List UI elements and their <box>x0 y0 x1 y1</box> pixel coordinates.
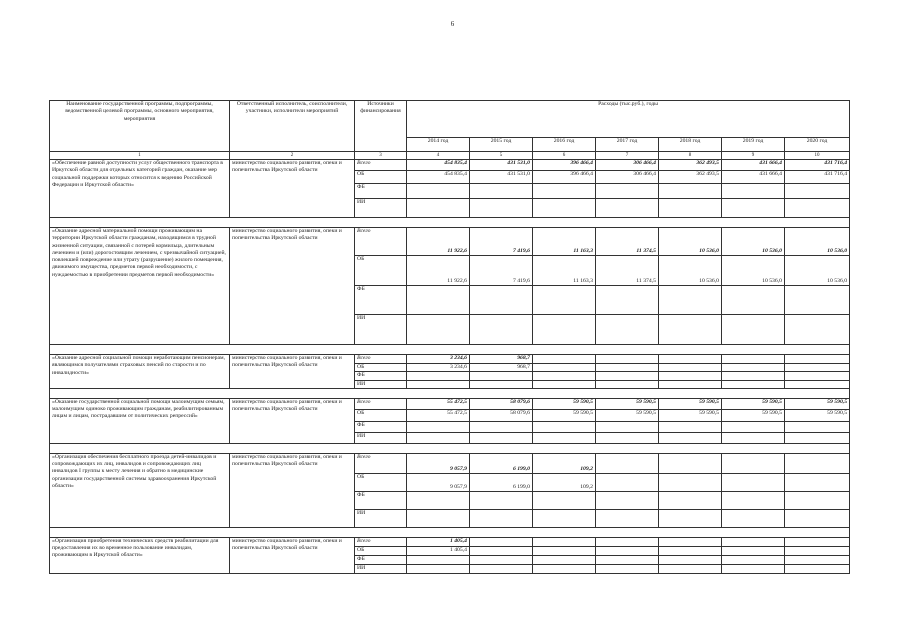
measure-executor: министерство социального развития, опеки и попечительства Иркутской области <box>230 355 355 389</box>
expense-value <box>785 199 850 218</box>
expense-value: 11 163,3 <box>533 228 596 256</box>
expense-value: 3 234,6 <box>407 355 470 364</box>
expense-value <box>596 355 659 364</box>
expense-value <box>722 364 785 372</box>
expense-value <box>722 555 785 564</box>
expense-value <box>785 315 850 345</box>
funding-source: ИИ <box>355 564 407 573</box>
header-year: 2016 год <box>533 138 596 152</box>
page-number: 6 <box>450 20 455 28</box>
expense-value <box>722 509 785 527</box>
expense-value: 1 405,4 <box>407 537 470 546</box>
expense-value <box>722 199 785 218</box>
expense-value: 59 590,5 <box>722 398 785 409</box>
expense-value <box>722 286 785 315</box>
expense-value <box>533 286 596 315</box>
expense-value <box>785 546 850 555</box>
header-year: 2017 год <box>596 138 659 152</box>
expense-value <box>533 315 596 345</box>
column-number: 5 <box>470 152 533 160</box>
funding-source: ФБ <box>355 372 407 380</box>
expense-value <box>722 491 785 509</box>
expense-value: 968,7 <box>470 364 533 372</box>
funding-source: ФБ <box>355 421 407 432</box>
expense-value: 968,7 <box>470 355 533 364</box>
expense-value: 109,2 <box>533 453 596 473</box>
funding-source: ОБ <box>355 256 407 286</box>
expense-value <box>470 421 533 432</box>
expense-value: 306 466,4 <box>596 171 659 184</box>
expense-value <box>659 364 722 372</box>
expense-value <box>659 315 722 345</box>
column-number: 10 <box>785 152 850 160</box>
expense-value <box>722 537 785 546</box>
header-year: 2020 год <box>785 138 850 152</box>
expense-value: 10 536,0 <box>722 256 785 286</box>
expense-value <box>659 473 722 491</box>
expense-value <box>470 564 533 573</box>
expense-value: 59 590,5 <box>533 409 596 421</box>
expense-value <box>407 509 470 527</box>
measure-executor: министерство социального развития, опеки и попечительства Иркутской области <box>230 398 355 443</box>
expense-value <box>596 555 659 564</box>
funding-source: ОБ <box>355 364 407 372</box>
expense-value <box>407 564 470 573</box>
expense-value <box>722 421 785 432</box>
measure-name: «Обеспечение равной доступности услуг общественного транспорта в Иркутской области для отдельных категорий граждан, оказание мер социальной поддержки которых относится к ведению Российской Федерации и Иркутской области» <box>50 160 230 218</box>
expense-value: 431 666,4 <box>722 171 785 184</box>
expense-value: 11 922,6 <box>407 256 470 286</box>
funding-source: ОБ <box>355 171 407 184</box>
expense-value: 59 590,5 <box>533 398 596 409</box>
funding-source: ИИ <box>355 509 407 527</box>
expense-value: 3 234,6 <box>407 364 470 372</box>
expense-value <box>533 564 596 573</box>
expense-value: 59 590,5 <box>596 409 659 421</box>
expense-value <box>470 372 533 380</box>
expense-value: 59 590,5 <box>596 398 659 409</box>
column-number: 8 <box>659 152 722 160</box>
expense-value <box>407 372 470 380</box>
expense-value <box>659 380 722 388</box>
expense-value <box>470 546 533 555</box>
expense-value <box>596 453 659 473</box>
funding-source: ФБ <box>355 184 407 199</box>
funding-source: Всего <box>355 537 407 546</box>
expense-value: 59 590,5 <box>785 409 850 421</box>
expense-value: 1 405,4 <box>407 546 470 555</box>
expense-value <box>722 380 785 388</box>
header-name: Наименование государственной программы, подпрограммы, ведомственной целевой программы, основного мероприятия, мероприятия <box>50 101 230 152</box>
expense-value <box>596 546 659 555</box>
budget-table <box>49 100 850 574</box>
expense-value <box>533 432 596 443</box>
expense-value <box>533 509 596 527</box>
column-number: 1 <box>50 152 230 160</box>
column-number: 3 <box>355 152 407 160</box>
row-spacer <box>50 527 850 537</box>
expense-value <box>785 355 850 364</box>
measure-name: «Организация обеспечения бесплатного проезда детей-инвалидов и сопровождающих их лиц, инвалидов и сопровождающих лиц инвалидов I группы к месту лечения и обратно в медицинские организации государственной системы здравоохранения Иркутской области» <box>50 453 230 527</box>
expense-value <box>407 491 470 509</box>
expense-value <box>659 453 722 473</box>
expense-value <box>722 473 785 491</box>
funding-source: ОБ <box>355 546 407 555</box>
expense-value <box>533 199 596 218</box>
expense-value <box>785 491 850 509</box>
expense-value <box>596 537 659 546</box>
measure-row-total <box>50 537 850 546</box>
expense-value <box>596 564 659 573</box>
expense-value: 11 374,5 <box>596 228 659 256</box>
funding-source: ИИ <box>355 199 407 218</box>
expense-value <box>407 432 470 443</box>
expense-value: 431 531,0 <box>470 171 533 184</box>
expense-value <box>785 509 850 527</box>
expense-value <box>596 509 659 527</box>
expense-value: 11 922,6 <box>407 228 470 256</box>
expense-value <box>596 432 659 443</box>
expense-value: 306 466,4 <box>596 160 659 171</box>
expense-value <box>407 199 470 218</box>
expense-value <box>533 372 596 380</box>
expense-value <box>785 432 850 443</box>
expense-value <box>470 555 533 564</box>
funding-source: ИИ <box>355 432 407 443</box>
expense-value <box>785 184 850 199</box>
expense-value <box>785 372 850 380</box>
expense-value: 454 835,4 <box>407 160 470 171</box>
expense-value <box>722 355 785 364</box>
expense-value: 362 493,5 <box>659 171 722 184</box>
expense-value <box>659 509 722 527</box>
expense-value <box>470 315 533 345</box>
expense-value <box>596 315 659 345</box>
measure-name: «Оказание адресной материальной помощи проживающим на территории Иркутской области гражданам, находящимся в трудной жизненной ситуации, связанной с потерей кормильца, длительным лечением и (или) дорогостоящим лечением, с чрезвычайной ситуацией, повлекшей повреждение или утрату (разрушение) жилого помещения, движимого имущества, предметов первой необходимости, с нуждаемостью в приобретении предметов первой необходимости» <box>50 228 230 345</box>
expense-value <box>596 364 659 372</box>
expense-value: 396 466,4 <box>533 171 596 184</box>
expense-value <box>722 453 785 473</box>
expense-value: 6 199,0 <box>470 453 533 473</box>
expense-value <box>533 491 596 509</box>
expense-value: 431 716,4 <box>785 160 850 171</box>
expense-value <box>785 453 850 473</box>
expense-value <box>785 421 850 432</box>
expense-value: 59 590,5 <box>659 398 722 409</box>
measure-name: «Организация приобретения технических средств реабилитации для предоставления их во временное пользование инвалидам, проживающим в Иркутской области» <box>50 537 230 573</box>
expense-value: 396 466,4 <box>533 160 596 171</box>
funding-source: Всего <box>355 228 407 256</box>
column-number: 7 <box>596 152 659 160</box>
expense-value <box>659 199 722 218</box>
expense-value <box>659 286 722 315</box>
expense-value <box>407 421 470 432</box>
expense-value <box>596 421 659 432</box>
row-spacer <box>50 345 850 355</box>
expense-value <box>407 315 470 345</box>
measure-row-total <box>50 160 850 171</box>
measure-executor: министерство социального развития, опеки и попечительства Иркутской области <box>230 537 355 573</box>
measure-executor: министерство социального развития, опеки и попечительства Иркутской области <box>230 228 355 345</box>
measure-row-total <box>50 398 850 409</box>
header-executor: Ответственный исполнитель, соисполнители, участники, исполнители мероприятий <box>230 101 355 152</box>
expense-value: 11 374,5 <box>596 256 659 286</box>
expense-value: 59 590,5 <box>785 398 850 409</box>
expense-value <box>596 473 659 491</box>
expense-value: 7 419,6 <box>470 256 533 286</box>
funding-source: ИИ <box>355 315 407 345</box>
expense-value <box>785 537 850 546</box>
expense-value <box>659 372 722 380</box>
expense-value <box>596 380 659 388</box>
expense-value <box>596 199 659 218</box>
expense-value <box>407 286 470 315</box>
expense-value: 10 536,0 <box>659 256 722 286</box>
header-year: 2015 год <box>470 138 533 152</box>
expense-value <box>533 546 596 555</box>
expense-value <box>785 473 850 491</box>
expense-value <box>533 380 596 388</box>
expense-value <box>533 364 596 372</box>
funding-source: ОБ <box>355 473 407 491</box>
expense-value <box>470 491 533 509</box>
header-year: 2019 год <box>722 138 785 152</box>
expense-value <box>407 555 470 564</box>
row-spacer <box>50 388 850 398</box>
expense-value <box>533 184 596 199</box>
expense-value <box>407 380 470 388</box>
expense-value: 58 079,6 <box>470 409 533 421</box>
expense-value <box>785 380 850 388</box>
expense-value <box>470 380 533 388</box>
expense-value <box>596 491 659 509</box>
funding-source: Всего <box>355 453 407 473</box>
expense-value <box>722 315 785 345</box>
expense-value <box>722 564 785 573</box>
column-numbering-row <box>50 152 850 160</box>
funding-source: ФБ <box>355 491 407 509</box>
funding-source: ФБ <box>355 286 407 315</box>
expense-value: 362 493,5 <box>659 160 722 171</box>
expense-value <box>722 184 785 199</box>
column-number: 2 <box>230 152 355 160</box>
expense-value <box>785 364 850 372</box>
expense-value <box>533 555 596 564</box>
measure-row-total <box>50 355 850 364</box>
row-spacer <box>50 218 850 228</box>
expense-value <box>470 286 533 315</box>
measure-row-total <box>50 228 850 256</box>
header-year: 2014 год <box>407 138 470 152</box>
expense-value <box>722 546 785 555</box>
column-number: 4 <box>407 152 470 160</box>
header-row <box>50 101 850 138</box>
expense-value <box>470 184 533 199</box>
column-number: 9 <box>722 152 785 160</box>
funding-source: Всего <box>355 160 407 171</box>
expense-value: 11 163,3 <box>533 256 596 286</box>
header-expenses: Расходы (тыс.руб.), годы <box>407 101 850 138</box>
expense-value: 431 716,4 <box>785 171 850 184</box>
expense-value <box>659 546 722 555</box>
expense-value <box>533 537 596 546</box>
expense-value <box>533 421 596 432</box>
funding-source: ФБ <box>355 555 407 564</box>
expense-value: 431 666,4 <box>722 160 785 171</box>
funding-source: Всего <box>355 398 407 409</box>
expense-value: 58 079,6 <box>470 398 533 409</box>
expense-value <box>470 199 533 218</box>
funding-source: Всего <box>355 355 407 364</box>
header-year: 2018 год <box>659 138 722 152</box>
expense-value: 59 590,5 <box>722 409 785 421</box>
column-number: 6 <box>533 152 596 160</box>
expense-value: 55 472,5 <box>407 409 470 421</box>
expense-value: 6 199,0 <box>470 473 533 491</box>
expense-value <box>596 286 659 315</box>
expense-value <box>659 564 722 573</box>
expense-value <box>722 432 785 443</box>
header-source: Источники финансирования <box>355 101 407 152</box>
expense-value <box>659 432 722 443</box>
expense-value <box>533 355 596 364</box>
expense-value: 10 536,0 <box>785 228 850 256</box>
expense-value <box>659 421 722 432</box>
expense-value <box>470 537 533 546</box>
expense-value <box>470 509 533 527</box>
expense-value <box>407 184 470 199</box>
measure-executor: министерство социального развития, опеки и попечительства Иркутской области <box>230 160 355 218</box>
expense-value: 59 590,5 <box>659 409 722 421</box>
expense-value: 454 835,4 <box>407 171 470 184</box>
expense-value: 10 536,0 <box>722 228 785 256</box>
expense-value <box>785 286 850 315</box>
expense-value <box>659 184 722 199</box>
expense-value <box>596 372 659 380</box>
expense-value <box>659 355 722 364</box>
expense-value: 7 419,6 <box>470 228 533 256</box>
expense-value: 9 057,9 <box>407 453 470 473</box>
expense-value: 10 536,0 <box>659 228 722 256</box>
expense-value: 55 472,5 <box>407 398 470 409</box>
expense-value <box>596 184 659 199</box>
expense-value: 9 057,9 <box>407 473 470 491</box>
expense-value <box>785 564 850 573</box>
measure-name: «Оказание адресной социальной помощи неработающим пенсионерам, являющимся получателями страховых пенсий по старости и по инвалидности» <box>50 355 230 389</box>
expense-value: 431 531,0 <box>470 160 533 171</box>
funding-source: ИИ <box>355 380 407 388</box>
measure-row-total <box>50 453 850 473</box>
row-spacer <box>50 443 850 453</box>
expense-value <box>659 555 722 564</box>
measure-executor: министерство социального развития, опеки и попечительства Иркутской области <box>230 453 355 527</box>
funding-source: ОБ <box>355 409 407 421</box>
expense-value <box>659 491 722 509</box>
measure-name: «Оказание государственной социальной помощи малоимущим семьям, малоимущим одиноко проживающим гражданам, реабилитированным лицам и лицам, пострадавшим от политических репрессий» <box>50 398 230 443</box>
expense-value <box>722 372 785 380</box>
expense-value <box>470 432 533 443</box>
expense-value <box>785 555 850 564</box>
expense-value <box>659 537 722 546</box>
expense-value: 109,2 <box>533 473 596 491</box>
expense-value: 10 536,0 <box>785 256 850 286</box>
